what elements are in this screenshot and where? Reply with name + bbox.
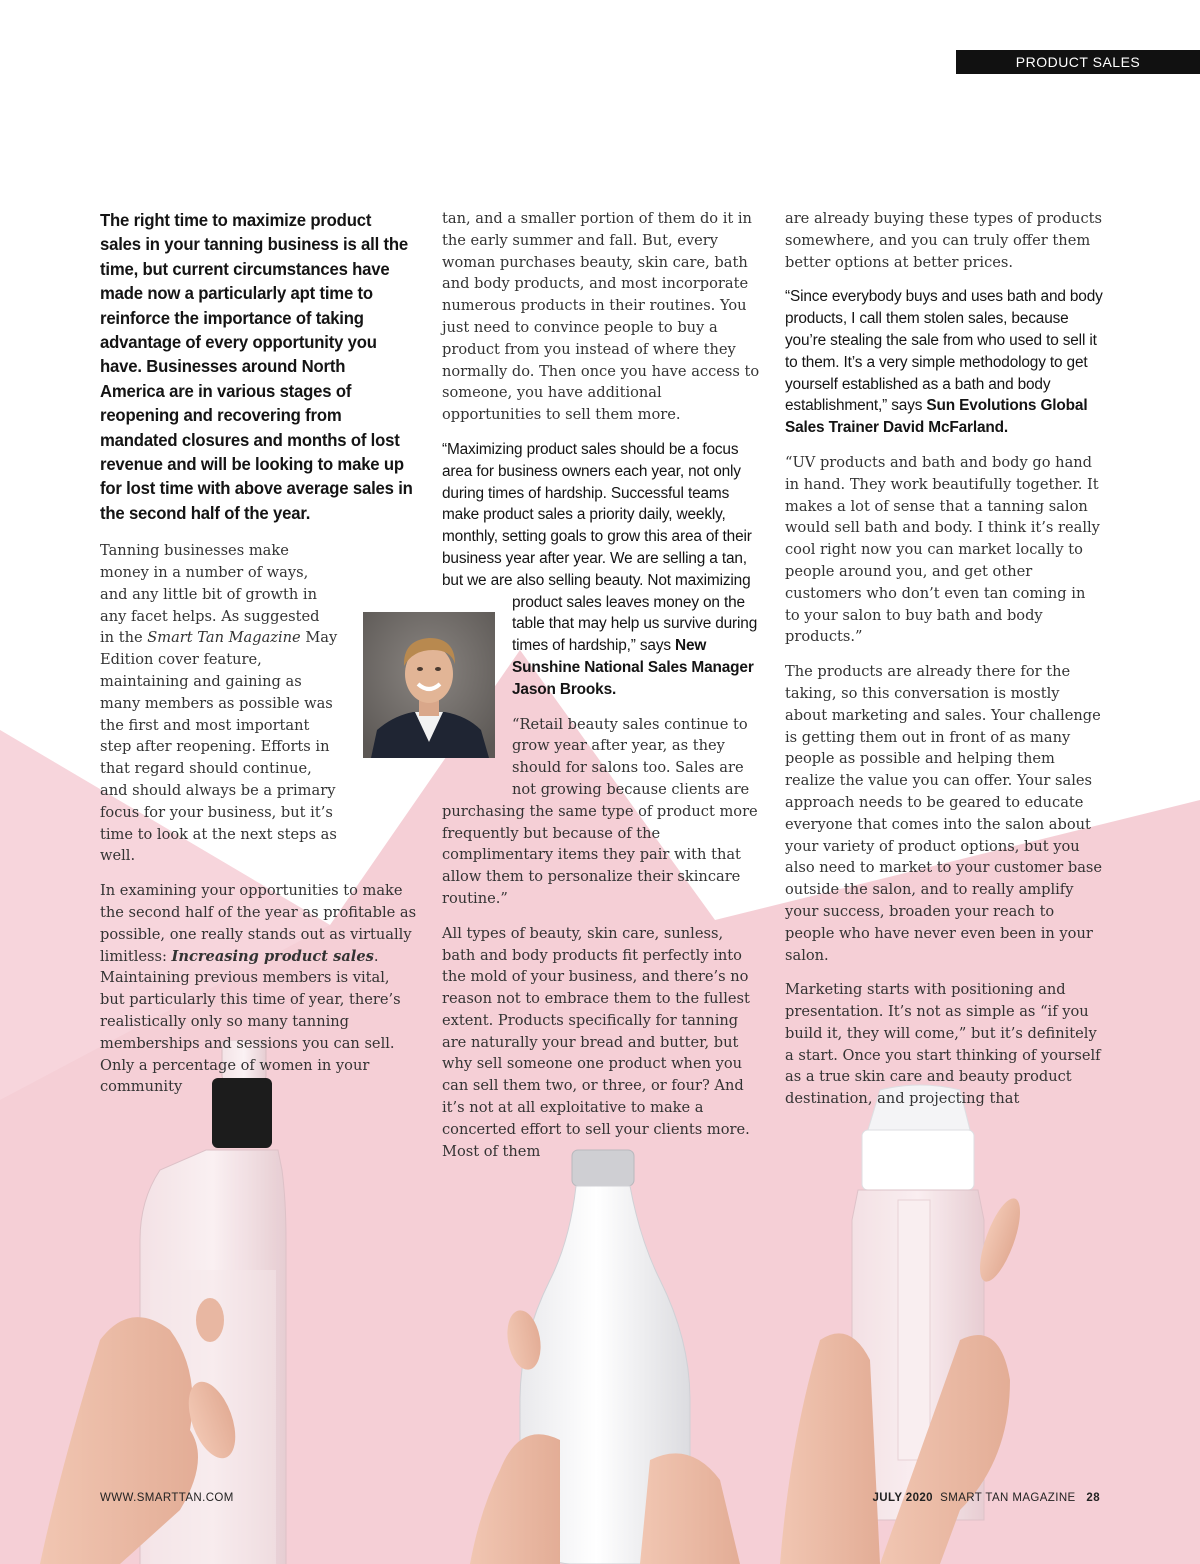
article-paragraph: “Retail beauty sales continue to grow year after year, as they should for salons too. Sales are not growing because clients are purchasing the same type of product more frequently but because of the complimentary items they pair with that allow them to personalize their skincare routine.” bbox=[442, 715, 758, 907]
article-lead: The right time to maximize product sales in your tanning business is all the time, but current circumstances have made now a particularly apt time to reinforce the importance of taking advantage of every opportunity you have. Businesses around North America are in various stages of reopening and recovering from mandated closures and months of lost revenue and will be looking to make up for lost time with above average sales in the second half of the year. bbox=[100, 210, 413, 523]
section-tag: PRODUCT SALES bbox=[956, 50, 1200, 74]
page-number: 28 bbox=[1086, 1492, 1100, 1504]
pull-quote-jason-brooks: “Maximizing product sales should be a focus area for business owners each year, not only during times of hardship. Successful teams make product sales a priority daily, weekly, monthly, setting goals to grow this area of their business year after year. We are selling a tan, but we are also selling beauty. Not maximizing product sales leaves money on the table that may help us survive during times of hardship,” says New Sunshine National Sales Manager Jason Brooks. bbox=[442, 439, 760, 701]
article-paragraph: “UV products and bath and body go hand in hand. They work beautifully together. It makes a lot of sense that a tanning salon would sell bath and body. I think it’s really cool right now you can market locally to people around you, and get other customers who don’t even tan coming in to your salon to buy bath and body products.” bbox=[785, 453, 1100, 646]
emphasis-text: Increasing product sales bbox=[171, 947, 374, 965]
footer-website: WWW.SMARTTAN.COM bbox=[100, 1492, 234, 1504]
footer-issue-info: JULY 2020 SMART TAN MAGAZINE 28 bbox=[872, 1492, 1100, 1504]
article-paragraph: All types of beauty, skin care, sunless, bath and body products fit perfectly into the mold of your business, and there’s no reason not to embrace them to the fullest extent. Products specifically for tanning are naturally your bread and butter, but why sell someone one product when you can sell them two, or three, or four? And it’s not at all exploitative to make a concerted effort to sell your clients more. Most of them bbox=[442, 924, 750, 1160]
article-paragraph: tan, and a smaller portion of them do it in the early summer and fall. But, every woman purchases beauty, skin care, bath and body products, and most incorporate numerous products in their routines. You just need to convince people to buy a product from you instead of where they normally do. Then once you have access to someone, you have additional opportunities to sell them more. bbox=[442, 210, 760, 424]
pull-quote-david-mcfarland: “Since everybody buys and uses bath and body products, I call them stolen sales, because you’re stealing the sale from who used to sell it to them. It’s a very simple methodology to get yourself established as a bath and body establishment,” says Sun Evolutions Global Sales Trainer David McFarland. bbox=[785, 288, 1103, 437]
article-paragraph: In examining your opportunities to make the second half of the year as profitable as possible, one really stands out as virtually limitless: Increasing product sales. Maintaining previous members is vital, but particularly this time of year, there’s realistically only so many tanning memberships and sessions you can sell. Only a percentage of women in your community bbox=[100, 882, 417, 1096]
quote-attribution: Sun Evolutions Global Sales Trainer David McFarland. bbox=[785, 397, 1088, 437]
quote-attribution: New Sunshine National Sales Manager Jason Brooks. bbox=[512, 637, 754, 698]
article-paragraph: Tanning businesses make money in a number of ways, and any little bit of growth in any facet helps. As suggested in the Smart Tan Magazine May Edition cover feature, maintaining and gaining as many members as possible was the first and most important step after reopening. Efforts in that regard should continue, and should always be a primary focus for your business, but it’s time to look at the next steps as well. bbox=[100, 542, 338, 865]
article-paragraph: The products are already there for the taking, so this conversation is mostly about marketing and sales. Your challenge is getting them out in front of as many people as possible and helping them realize the value you can offer. Your sales approach needs to be geared to educate everyone that comes into the salon about your variety of product options, but you also need to market to your customer base outside the salon, and to really amplify your success, broaden your reach to people who have never even been in your salon. bbox=[785, 663, 1103, 964]
jason-brooks-portrait bbox=[363, 612, 495, 758]
article-column-3 bbox=[785, 208, 1103, 1123]
article-paragraph: Marketing starts with positioning and presentation. It’s not as simple as “if you build it, they will come,” but it’s definitely a start. Once you start thinking of yourself as a true skin care and beauty product destination, and projecting that bbox=[785, 981, 1101, 1108]
article-paragraph: are already buying these types of products somewhere, and you can truly offer them better options at better prices. bbox=[785, 210, 1102, 271]
magazine-name: Smart Tan Magazine bbox=[147, 629, 301, 647]
